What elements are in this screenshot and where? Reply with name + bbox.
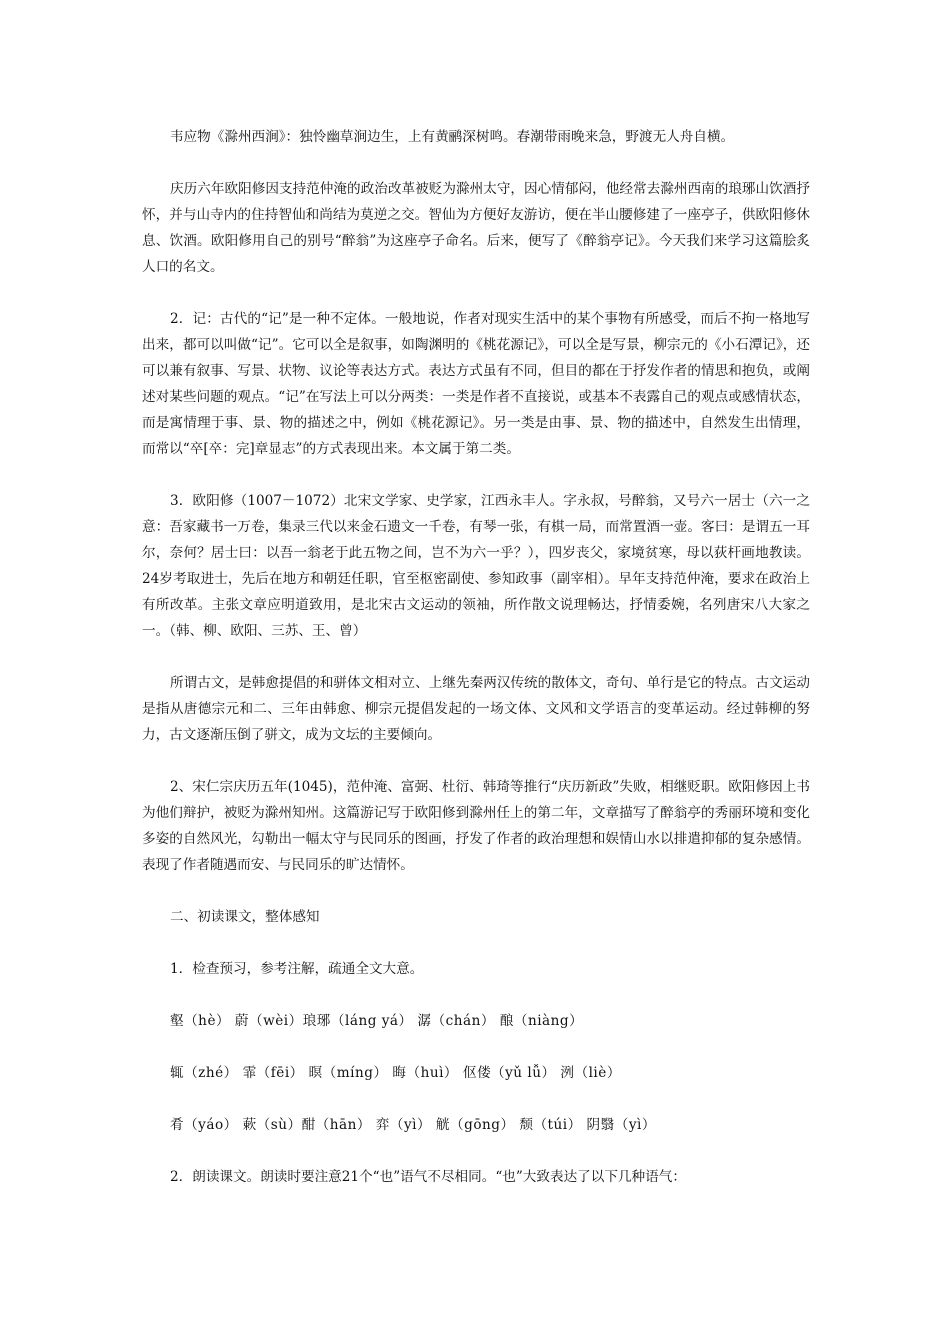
historical-context-paragraph: 2、宋仁宗庆历五年(1045)，范仲淹、富弼、杜衍、韩琦等推行“庆历新政”失败，相继贬职。欧阳修因上书为他们辩护，被贬为滁州知州。这篇游记写于欧阳修到滁州任上的第二年，文章描写了醉翁亭的秀丽环境和变化多姿的自然风光，勾勒出一幅太守与民同乐的图画，抒发了作者的政治理想和娱情山水以排遣抑郁的复杂感情。表现了作者随遇而安、与民同乐的旷达情怀。	[142, 779, 810, 873]
guwen-paragraph: 所谓古文，是韩愈提倡的和骈体文相对立、上继先秦两汉传统的散体文，奇句、单行是它的特点。古文运动是指从唐德宗元和二、三年由韩愈、柳宗元提倡发起的一场文体、文风和文学语言的变革运动。经过韩柳的努力，古文逐渐压倒了骈文，成为文坛的主要倾向。	[142, 675, 810, 743]
section-heading: 二、初读课文，整体感知	[170, 909, 320, 925]
pinyin-line-3: 肴（yáo） 蔌（sù）酣（hān） 弈（yì） 觥（gōng） 颓（túi） 阴翳（yì）	[170, 1117, 656, 1133]
ji-genre-paragraph: 2．记：古代的“记”是一种不定体。一般地说，作者对现实生活中的某个事物有所感受，而后不拘一格地写出来，都可以叫做“记”。它可以全是叙事，如陶渊明的《桃花源记》，可以全是写景，柳宗元的《小石潭记》，还可以兼有叙事、写景、状物、议论等表达方式。表达方式虽有不同，但目的都在于抒发作者的情思和抱负，或阐述对某些问题的观点。“记”在写法上可以分两类：一类是作者不直接说，或基本不表露自己的观点或感情状态，而是寓情理于事、景、物的描述之中，例如《桃花源记》。另一类是由事、景、物的描述中，自然发生出情理，而常以“卒[卒：完]章显志”的方式表现出来。本文属于第二类。	[142, 311, 810, 457]
pinyin-line-2: 辄（zhé） 霏（fēi） 暝（míng） 晦（huì） 伛偻（yǔ lǚ） 洌（liè）	[170, 1065, 621, 1081]
preview-instruction: 1．检查预习，参考注解，疏通全文大意。	[170, 961, 424, 977]
reading-instruction: 2．朗读课文。朗读时要注意21个“也”语气不尽相同。“也”大致表达了以下几种语气：	[170, 1169, 686, 1185]
pinyin-line-1: 壑（hè） 蔚（wèi）琅琊（láng yá） 潺（chán） 酿（niàng）	[170, 1013, 584, 1029]
background-paragraph: 庆历六年欧阳修因支持范仲淹的政治改革被贬为滁州太守，因心情郁闷，他经常去滁州西南的琅琊山饮酒抒怀，并与山寺内的住持智仙和尚结为莫逆之交。智仙为方便好友游访，便在半山腰修建了一座亭子，供欧阳修休息、饮酒。欧阳修用自己的别号“醉翁”为这座亭子命名。后来，便写了《醉翁亭记》。今天我们来学习这篇脍炙人口的名文。	[142, 181, 810, 275]
author-bio-paragraph: 3．欧阳修（1007－1072）北宋文学家、史学家，江西永丰人。字永叔，号醉翁，又号六一居士（六一之意：吾家藏书一万卷，集录三代以来金石遗文一千卷，有琴一张，有棋一局，而常置酒一壶。客曰：是谓五一耳尔，奈何？居士曰：以吾一翁老于此五物之间，岂不为六一乎？），四岁丧父，家境贫寒，母以荻杆画地教读。24岁考取进士，先后在地方和朝廷任职，官至枢密副使、参知政事（副宰相）。早年支持范仲淹，要求在政治上有所改革。主张文章应明道致用，是北宋古文运动的领袖，所作散文说理畅达，抒情委婉，名列唐宋八大家之一。（韩、柳、欧阳、三苏、王、曾）	[142, 493, 810, 639]
document-page	[142, 124, 810, 1190]
poem-quote-paragraph: 韦应物《滁州西涧》：独怜幽草涧边生，上有黄鹂深树鸣。春潮带雨晚来急，野渡无人舟自横。	[170, 129, 735, 145]
